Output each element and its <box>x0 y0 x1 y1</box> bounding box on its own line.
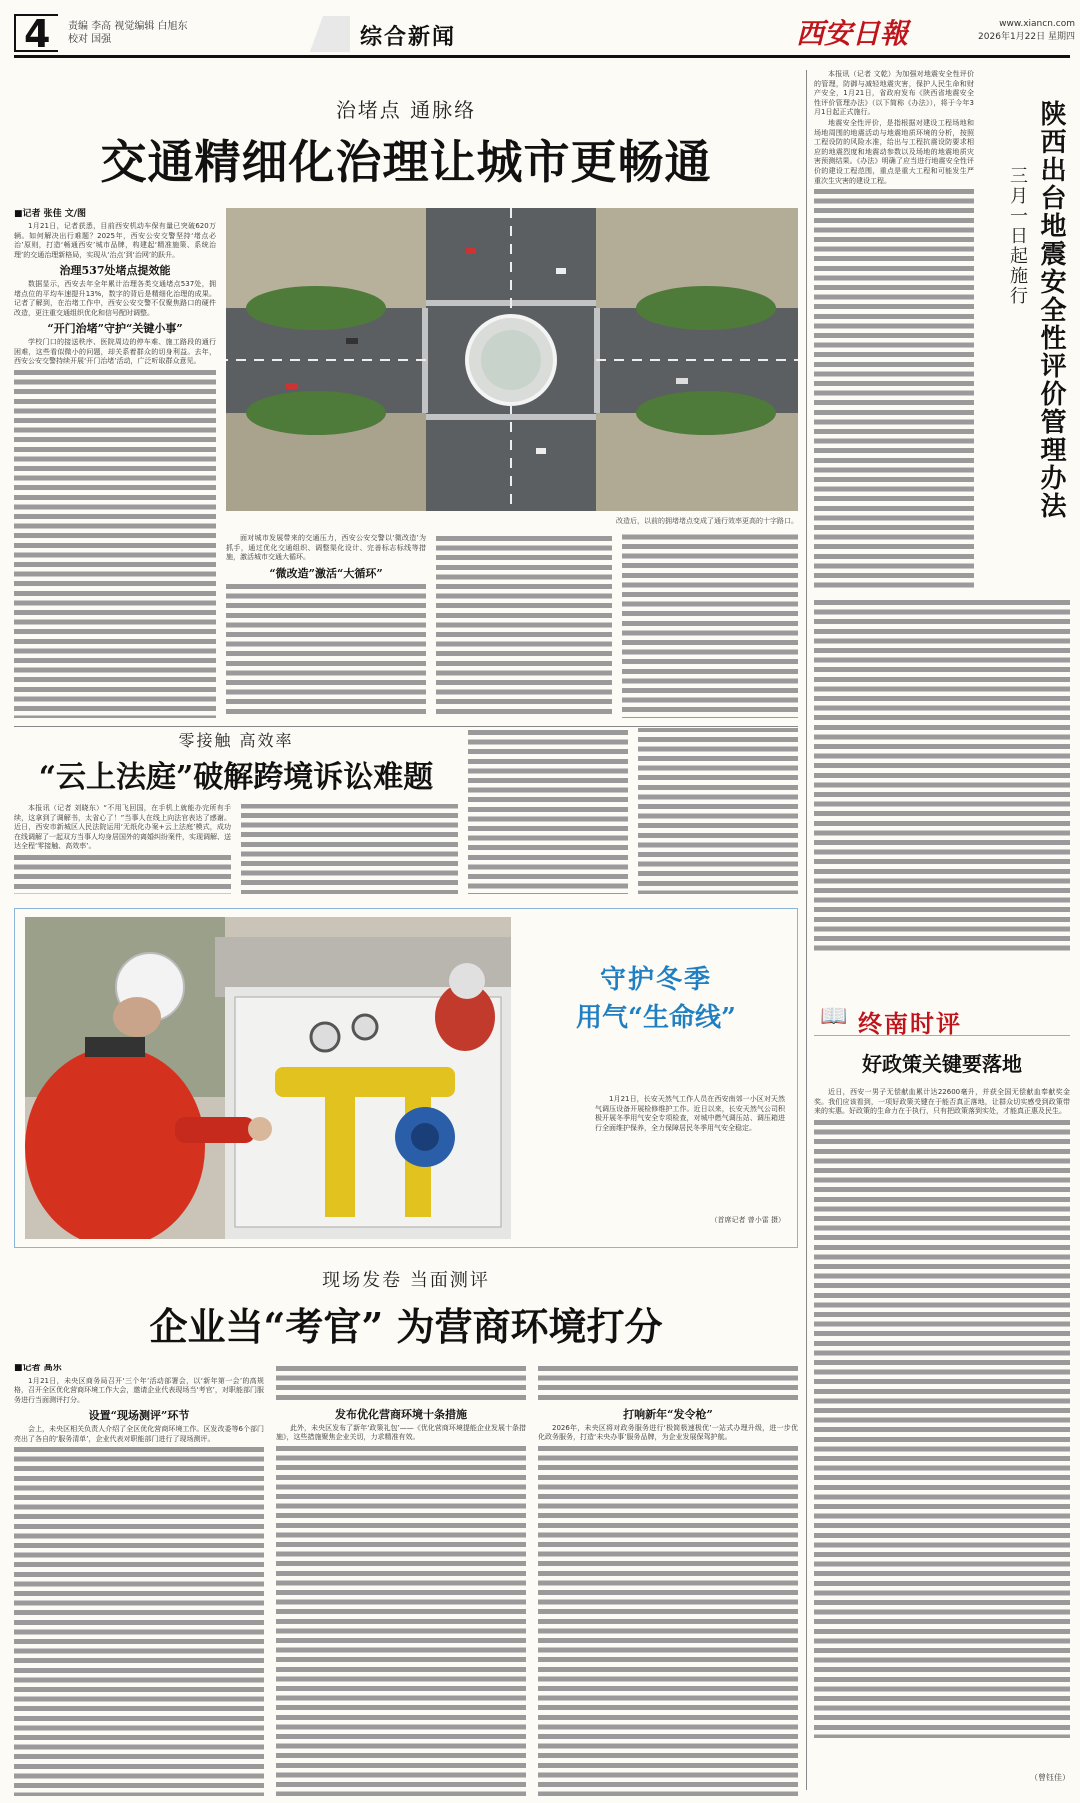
section-banner <box>290 16 650 52</box>
photo-caption <box>595 1095 785 1215</box>
text-placeholder <box>468 728 798 894</box>
article-business-env <box>14 1256 798 1796</box>
sidebar-earthquake-article <box>814 70 1070 960</box>
text-placeholder <box>814 598 1070 954</box>
article-column-3 <box>538 1364 798 1796</box>
sidebar-lead <box>814 70 974 590</box>
masthead-meta <box>930 18 1075 50</box>
book-icon: 📖 <box>820 1004 848 1029</box>
commentary-column <box>814 1000 1070 1790</box>
section-title: 综合新闻 <box>360 24 457 50</box>
issue-date: 2026年1月22日 星期四 <box>978 32 1075 42</box>
article-gas-safety <box>14 908 798 1248</box>
subheading-2: 发布优化营商环境十条措施 <box>335 1408 467 1421</box>
sidebar-lead-paragraph: 本报讯（记者 文乾）为加强对地震安全性评价的管理，防御与减轻地震灾害，保护人民生命和财产安全，1月21日，省政府发布《陕西省地震安全性评价管理办法》（以下简称《办法》），将于今年3月1日起正式施行。 <box>814 70 974 117</box>
article-traffic <box>14 60 798 770</box>
article-paragraph: 本报讯（记者 刘晓东）“不用飞回国，在手机上就能办完所有手续，这拿到了调解书，太省心了！”当事人在线上向法官表达了感谢。近日，西安市新城区人民法院运用‘无纸化办案+云上法庭’模式，成功在线调解了一起双方当事人均身居国外的离婚纠纷案件，实现调解、送达全程‘零接触、高效率’。 <box>14 804 231 851</box>
lead-paragraph: 1月21日，未央区商务局召开‘三个年’活动部署会，以‘新年第一会’的高规格，召开全区优化营商环境工作大会，邀请企业代表现场当‘考官’，对职能部门服务进行当面测评打分。 <box>14 1376 264 1404</box>
sidebar-body-continued <box>814 598 1070 954</box>
kicker: 治堵点 通脉络 <box>335 98 477 120</box>
text-placeholder <box>538 1444 798 1796</box>
aerial-intersection-svg <box>226 208 798 511</box>
text-placeholder <box>814 187 974 590</box>
caption-text: 1月21日，长安天然气工作人员在西安南郊一小区对天然气调压设备开展检修维护工作。近日以来，长安天然气公司积极开展冬季用气安全专项检查，对城中燃气调压站、调压箱进行全面维护保养，全力保障居民冬季用气安全稳定。 <box>595 1095 785 1132</box>
headline-line1: 守护冬季 <box>599 965 712 995</box>
sidebar-headline: 陕西出台地震安全性评价管理办法 <box>1036 100 1066 520</box>
text-placeholder <box>14 1445 264 1796</box>
headline: 企业当“考官” 为营商环境打分 <box>149 1304 663 1349</box>
article-column-2 <box>276 1364 526 1796</box>
article-body <box>14 804 458 894</box>
commentary-body <box>814 1088 1070 1768</box>
article-body-right <box>468 728 798 894</box>
article-divider <box>14 726 798 727</box>
article-left-column <box>14 206 216 718</box>
sidebar-divider <box>806 70 807 1790</box>
commentary-author: （曾钰佳） <box>1030 1773 1070 1782</box>
kicker: 现场发卷 当面测评 <box>322 1270 490 1290</box>
lead-paragraph: 1月21日，记者获悉，目前西安机动车保有量已突破620万辆。如何解决出行难题？2025年，西安公安交警坚持‘堵点必治’原则，打造‘畅通西安’城市品牌，构建起‘精准施策、系统治理’的交通治理新格局，实现从‘治点’到‘治网’的跃升。 <box>14 222 216 259</box>
text-placeholder <box>436 534 798 718</box>
intersection-photo <box>226 208 798 511</box>
newspaper-logo: 西安日報 <box>796 17 909 48</box>
gas-photo <box>25 917 511 1239</box>
editors-line1: 责编 李高 视觉编辑 白旭东 <box>68 21 188 32</box>
headline-line2: 用气“生命线” <box>576 1003 736 1033</box>
column-name: 终南时评 <box>858 1009 962 1036</box>
paragraph-2: 此外，未央区发布了新年‘政策礼包’——《优化营商环境提能企业发展十条措施》，这些措施聚焦企业关切，力求精准有效。 <box>276 1423 526 1442</box>
masthead <box>0 0 1080 62</box>
commentary-paragraph: 近日，西安一男子无偿献血累计达22600毫升，并获全国无偿献血奉献奖金奖。我们应该看到，一项好政策关键在于能否真正落地，让群众切实感受到政策带来的实惠。好政策的生命力在于执行，只有把政策落到实处，才能真正惠及民生。 <box>814 1088 1070 1116</box>
text-placeholder <box>276 1364 526 1404</box>
commentary-headline: 好政策关键要落地 <box>862 1052 1022 1076</box>
photo-caption: 改造后，以前的拥堵堵点变成了通行效率更高的十字路口。 <box>616 517 798 525</box>
text-placeholder <box>814 1118 1070 1738</box>
sidebar-subhead: 三月一日起施行 <box>1007 166 1028 306</box>
subheading-2: “开门治堵”守护“关键小事” <box>47 322 183 336</box>
article-right-column <box>436 534 798 718</box>
subheading-1: 设置“现场测评”环节 <box>88 1409 190 1423</box>
paragraph-1: 数据显示，西安去年全年累计治理各类交通堵点537处，拥堵点位的平均车速提升13%，数字的背后是精细化治理的成果。记者了解到，在治堵工作中，西安公安交警不仅聚焦路口的硬件改造，更注重交通组织优化和信号配时调整。 <box>14 279 216 317</box>
subheading-3: “微改造”激活“大循环” <box>269 566 383 580</box>
commentary-banner <box>814 1000 1070 1036</box>
page-number-box <box>14 14 58 52</box>
masthead-rule <box>14 55 1070 58</box>
headline: 交通精细化治理让城市更畅通 <box>100 135 712 189</box>
text-placeholder <box>14 368 216 718</box>
article-cloud-court <box>14 728 798 898</box>
byline: ■记者 高乐 <box>14 1364 62 1373</box>
text-placeholder <box>538 1364 798 1404</box>
gas-worker-photo-svg <box>25 917 511 1239</box>
paragraph-3-start: 面对城市发展带来的交通压力，西安公安交警以‘微改造’为抓手，通过优化交通组织、调整渠化设计、完善标志标线等措施，激活城市交通大循环。 <box>226 534 426 562</box>
article-middle-column <box>226 534 426 718</box>
headline: “云上法庭”破解跨境诉讼难题 <box>38 760 434 795</box>
kicker: 零接触 高效率 <box>178 731 294 750</box>
sidebar-body-paragraph: 地震安全性评价，是指根据对建设工程场地和场地周围的地震活动与地震地质环境的分析，按照工程设防的风险水准，给出与工程抗震设防要求相应的地震烈度和地震动参数以及场地的地震地质灾害预测结果。《办法》明确了应当进行地震安全性评价的建设工程范围，重点是重大工程和可能发生严重次生灾害的建设工程。 <box>814 118 974 185</box>
photo-credit: （首席记者 曾小雷 摄） <box>710 1216 785 1224</box>
paragraph-3: 2026年，未央区将对政务服务进行‘极简极速极优’一站式办理升级，进一步优化政务服务，打造‘未央办事’服务品牌，为企业发展保驾护航。 <box>538 1423 798 1442</box>
subheading-1: 治理537处堵点提效能 <box>59 264 171 278</box>
byline: ■记者 张佳 文/图 <box>14 209 87 219</box>
text-placeholder <box>276 1444 526 1796</box>
paragraph-1: 会上，未央区相关负责人介绍了全区优化营商环境工作。区发改委等6个部门亮出了各自的‘服务清单’，企业代表对职能部门进行了现场测评。 <box>14 1424 264 1443</box>
subheading-3: 打响新年“发令枪” <box>623 1408 713 1421</box>
editors-block <box>68 20 228 50</box>
website: www.xiancn.com <box>999 19 1075 29</box>
paragraph-2: 学校门口的接送秩序、医院周边的停车难、施工路段的通行困难，这些看似微小的问题，却关系着群众的切身利益。去年，西安公安交警持续开展‘开门治堵’活动，广泛听取群众意见。 <box>14 337 216 366</box>
text-placeholder <box>226 582 426 718</box>
page-number: 4 <box>24 14 51 52</box>
article-column-1 <box>14 1364 264 1796</box>
editors-line2: 校对 国强 <box>68 34 112 45</box>
